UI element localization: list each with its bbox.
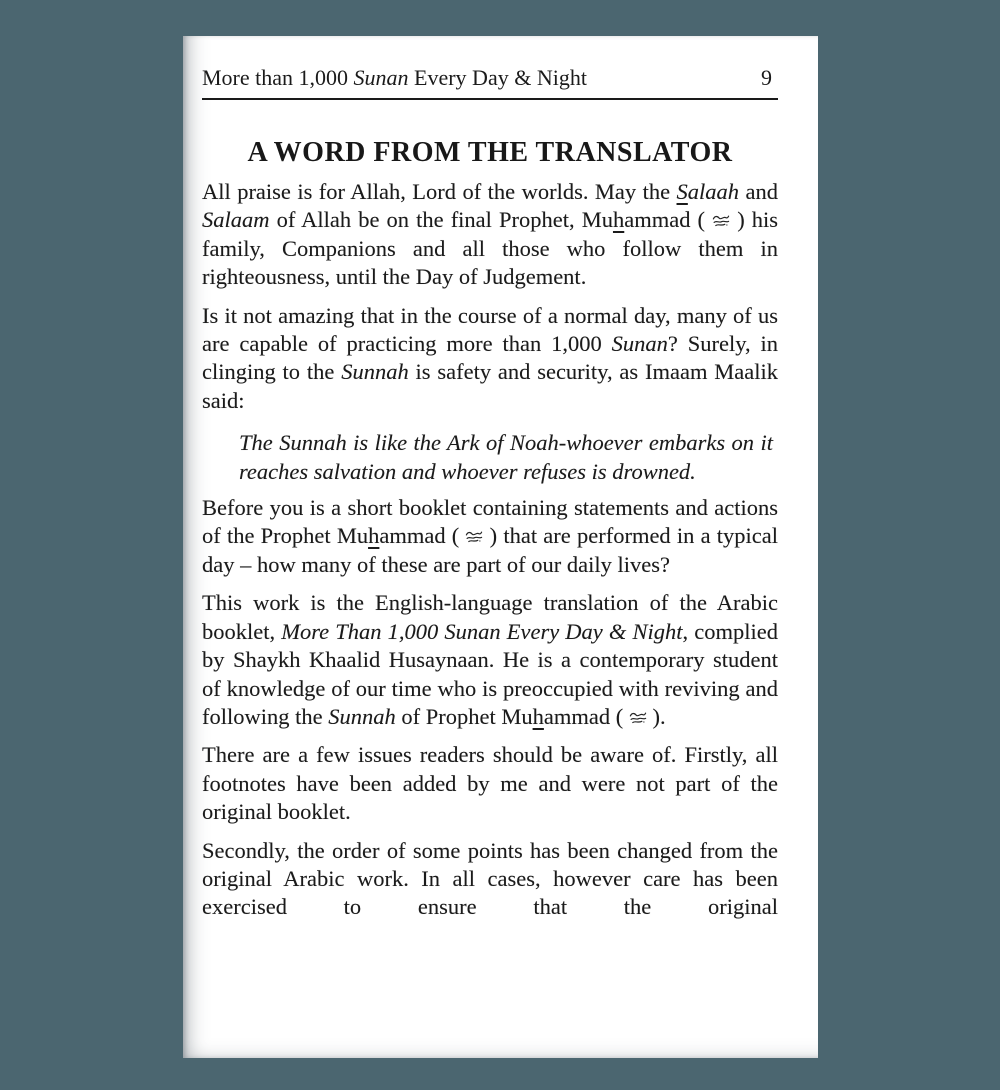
text-run: Secondly, the order of some points has been changed from the original Arabic work. In all cases, however care has been exercised to ensure that the original bbox=[202, 837, 778, 920]
text-run: h bbox=[368, 523, 380, 549]
paragraph-before-you bbox=[202, 494, 778, 579]
text-run: There are a few issues readers should be aware of. Firstly, all footnotes have been added by me and were not part of the original booklet. bbox=[202, 742, 778, 825]
quote-block bbox=[239, 429, 773, 486]
saw-honorific-icon bbox=[629, 711, 647, 725]
text-run: Every Day & Night bbox=[408, 65, 587, 90]
text-run: More than 1,000 bbox=[202, 65, 354, 90]
text-run: ? Surely, in clinging to the bbox=[202, 331, 778, 385]
text-run: More Than 1,000 Sunan Every Day & Night bbox=[281, 618, 683, 644]
page-content bbox=[202, 36, 778, 922]
text-run: h bbox=[532, 703, 544, 729]
text-run: Sunnah bbox=[328, 703, 396, 729]
text-run: S bbox=[676, 179, 688, 204]
running-header-title bbox=[202, 65, 587, 91]
text-run: of Prophet Mu bbox=[395, 703, 533, 729]
text-run: ammad ( bbox=[624, 207, 706, 233]
text-run: alaah bbox=[687, 179, 740, 204]
text-run: All praise is for Allah, Lord of the worlds. May the bbox=[202, 179, 677, 204]
text-run: Salaam bbox=[202, 207, 270, 233]
running-header bbox=[202, 65, 778, 100]
page-number: 9 bbox=[761, 65, 772, 90]
text-run: , complied by Shaykh Khaalid Husaynaan. He is a contemporary student of knowledge of our time who is preoccupied with reviving and following the bbox=[202, 618, 778, 729]
text-run: and bbox=[739, 179, 778, 204]
text-run: h bbox=[612, 207, 625, 233]
text-run: Before you is a short booklet containing statements and actions of the Prophet Mu bbox=[202, 495, 778, 549]
paragraph-amazing bbox=[202, 302, 778, 416]
text-run: ammad ( bbox=[379, 523, 460, 549]
text-run: ammad ( bbox=[543, 703, 624, 729]
text-run: ) his family, Companions and all those who follow them in righteousness, until the Day of Judgement. bbox=[202, 207, 779, 290]
paragraph-this-work bbox=[202, 589, 778, 731]
text-run: ). bbox=[652, 703, 666, 729]
text-run: The Sunnah is like the Ark of Noah-whoever embarks on it reaches salvation and whoever refuses is drowned. bbox=[239, 430, 773, 484]
text-run: Is it not amazing that in the course of a normal day, many of us are capable of practicing more than 1,000 bbox=[202, 302, 778, 357]
text-run: ) that are performed in a typical day – how many of these are part of our daily lives? bbox=[202, 523, 778, 577]
saw-honorific-icon bbox=[465, 530, 483, 544]
text-run: Sunan bbox=[353, 65, 409, 90]
section-title: A WORD FROM THE TRANSLATOR bbox=[247, 137, 733, 168]
text-run: Sunan bbox=[611, 331, 668, 357]
paragraph-secondly bbox=[202, 837, 778, 922]
saw-honorific-icon bbox=[712, 214, 730, 228]
text-run: Sunnah bbox=[341, 359, 409, 385]
book-page bbox=[183, 36, 818, 1058]
paragraph-praise bbox=[202, 178, 778, 292]
text-run: is safety and security, as Imaam Maalik said: bbox=[202, 359, 778, 413]
paragraph-issues bbox=[202, 741, 778, 826]
text-run: of Allah be on the final Prophet, Mu bbox=[269, 207, 613, 233]
text-run: This work is the English-language translation of the Arabic booklet, bbox=[202, 590, 778, 644]
